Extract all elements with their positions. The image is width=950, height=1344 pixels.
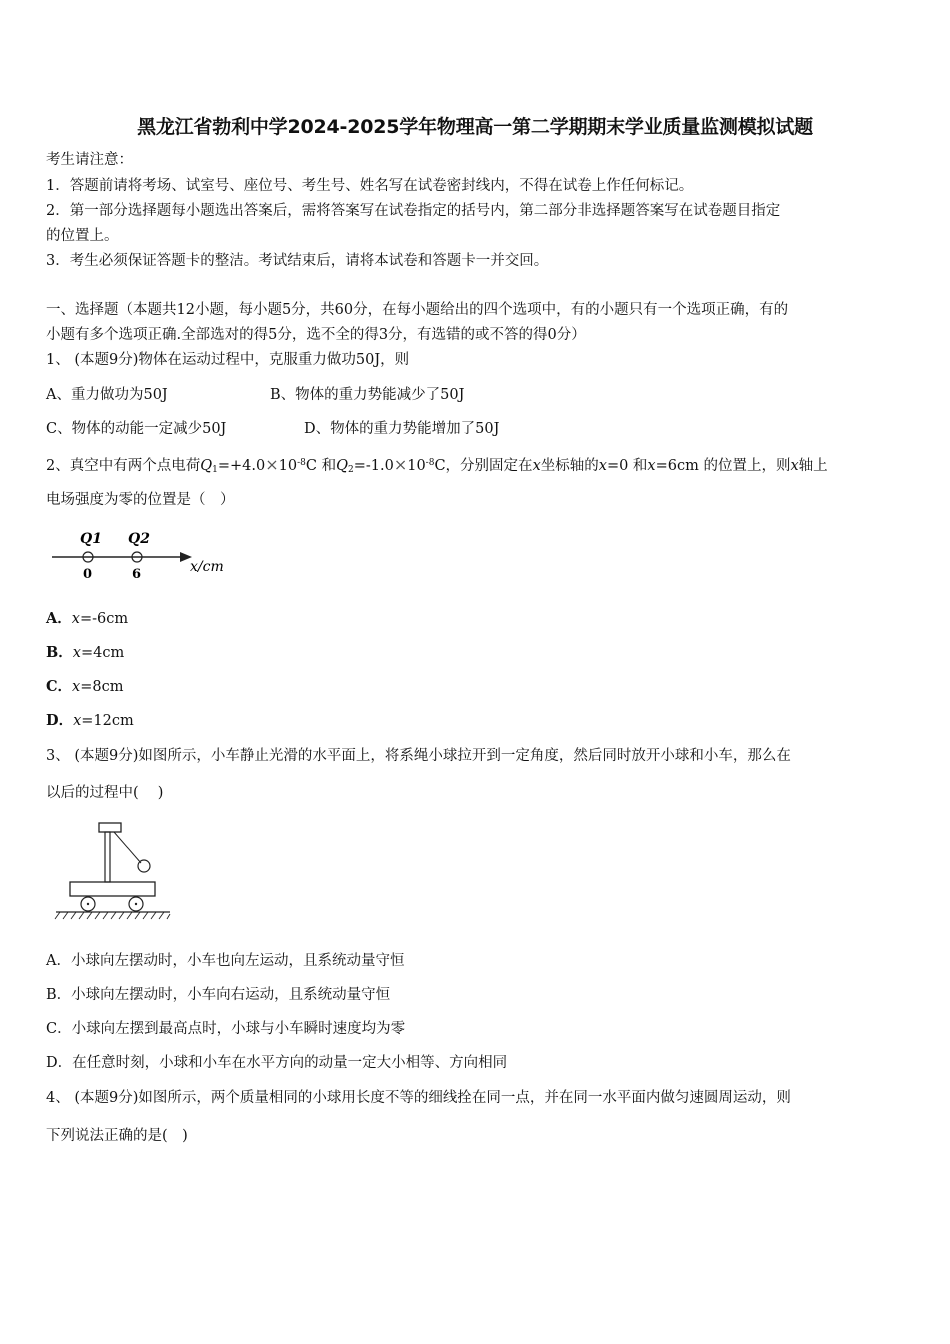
times-sign-2: × — [393, 455, 408, 474]
q1-option-c: C、物体的动能一定减少50J — [46, 421, 227, 437]
q2-unit: C 和 — [305, 458, 337, 474]
q2-option-c: C．x=8cm — [46, 678, 124, 695]
q2-x-3: x — [647, 458, 656, 474]
q2-q1-symbol: Q — [200, 458, 213, 474]
q3-option-d: D．在任意时刻，小球和小车在水平方向的动量一定大小相等、方向相同 — [46, 1055, 508, 1071]
pendulum-post — [105, 832, 110, 882]
q2-ten: 10 — [278, 458, 298, 474]
wheel-axle-left — [87, 903, 89, 905]
q2-q1-sub: 1 — [212, 465, 218, 475]
q2-x-2: x — [598, 458, 607, 474]
q3-stem-line2: 以后的过程中( ) — [46, 785, 164, 801]
q2-option-b: B．x=4cm — [46, 644, 125, 661]
notice-item-1: 1．答题前请将考场、试室号、座位号、考生号、姓名写在试卷密封线内，不得在试卷上作任何标记。 — [46, 178, 694, 194]
tick-0-label: 0 — [83, 567, 93, 582]
q2-q2-sub: 2 — [347, 465, 354, 475]
q4-stem-line2: 下列说法正确的是( ) — [46, 1128, 188, 1144]
q1-options-row1 — [46, 385, 908, 405]
q2-option-a: A．x=-6cm — [46, 610, 129, 627]
q1-stem: 1、 (本题9分)物体在运动过程中，克服重力做功50J，则 — [46, 352, 410, 368]
q2-stem-line2: 电场强度为零的位置是（ ） — [46, 492, 235, 508]
q2-eq1: =0 和 — [606, 458, 648, 474]
section-heading-line1: 一、选择题（本题共12小题，每小题5分，共60分，在每小题给出的四个选项中，有的小题只有一个选项正确，有的 — [46, 302, 789, 318]
q2-q1-value: =+4.0 — [217, 458, 266, 474]
cart-body — [70, 882, 155, 896]
section-heading-line2: 小题有多个选项正确.全部选对的得5分，选不全的得3分，有选错的或不答的得0分） — [46, 327, 586, 343]
q2-mid: C，分别固定在 — [434, 458, 533, 474]
page-title: 黑龙江省勃利中学2024-2025学年物理高一第二学期期末学业质量监测模拟试题 — [137, 116, 813, 138]
times-sign: × — [265, 455, 279, 474]
q3-option-c: C．小球向左摆到最高点时，小球与小车瞬时速度均为零 — [46, 1021, 406, 1037]
q2-x-1: x — [532, 458, 541, 474]
q2-fig-q1-label: Q1 — [80, 531, 102, 547]
q2-ten-2: 10 — [407, 458, 426, 474]
q2-exponent-2: -8 — [425, 458, 435, 468]
q1-option-b: B、物体的重力势能减少了50J — [270, 387, 465, 403]
notice-item-2: 2．第一部分选择题每小题选出答案后，需将答案写在试卷指定的括号内，第二部分非选择题答案写在试卷题目指定 — [46, 203, 781, 219]
q2-option-d: D．x=12cm — [46, 712, 134, 729]
q2-fig-q2-label: Q2 — [128, 531, 150, 547]
q2-mid2: 坐标轴的 — [540, 458, 599, 474]
axis-unit-label: x/cm — [190, 559, 224, 575]
q2-prefix: 2、真空中有两个点电荷 — [46, 458, 201, 474]
wheel-axle-right — [135, 903, 137, 905]
q3-option-a: A．小球向左摆动时，小车也向左运动，且系统动量守恒 — [46, 953, 405, 969]
tick-6-label: 6 — [132, 567, 142, 582]
pendulum-string — [114, 832, 141, 863]
q2-exponent: -8 — [297, 458, 306, 468]
notice-item-2-cont: 的位置上。 — [46, 228, 119, 244]
q3-stem-line1: 3、 (本题9分)如图所示，小车静止光滑的水平面上，将系绳小球拉开到一定角度，然后同时放开小球和小车，那么在 — [46, 748, 791, 764]
q2-x-4: x — [790, 458, 799, 474]
q2-q2-value: =-1.0 — [353, 458, 394, 474]
ground-hatching — [55, 912, 170, 919]
q2-q2-symbol: Q — [336, 458, 348, 474]
q2-axis-figure — [50, 525, 240, 585]
notice-item-3: 3．考生必须保证答题卡的整洁。考试结束后，请将本试卷和答题卡一并交回。 — [46, 253, 549, 269]
q2-tail: 轴上 — [798, 458, 828, 474]
q1-option-d: D、物体的重力势能增加了50J — [304, 421, 500, 437]
q3-cart-pendulum-figure — [54, 820, 176, 924]
q2-eq2: =6cm 的位置上，则 — [655, 458, 791, 474]
q2-stem-line1 — [46, 453, 908, 480]
q3-option-b: B．小球向左摆动时，小车向右运动，且系统动量守恒 — [46, 987, 391, 1003]
pendulum-top-bar — [99, 823, 121, 832]
notice-heading: 考生请注意： — [46, 152, 133, 168]
q1-options-row2 — [46, 419, 908, 439]
q1-option-a: A、重力做功为50J — [46, 387, 168, 403]
q4-stem-line1: 4、 (本题9分)如图所示，两个质量相同的小球用长度不等的细线拴在同一点，并在同一水平面内做匀速圆周运动，则 — [46, 1090, 791, 1106]
pendulum-ball-icon — [138, 860, 150, 872]
